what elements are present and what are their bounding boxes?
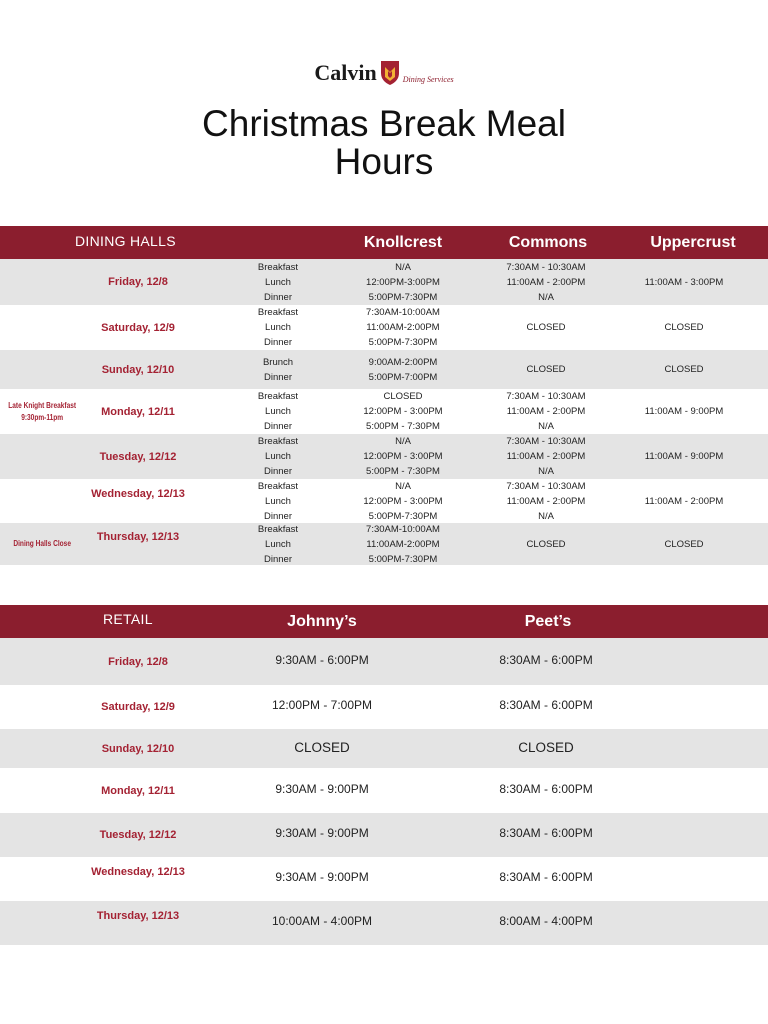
- meal-labels-line: Dinner: [264, 421, 292, 432]
- retail-header: [0, 605, 768, 638]
- dining-row: [0, 523, 768, 565]
- commons-hours-line: 7:30AM - 10:30AM: [506, 262, 586, 273]
- commons-hours-line: 11:00AM - 2:00PM: [506, 277, 586, 288]
- meal-labels: [240, 479, 316, 524]
- uppercrust-hours: [626, 537, 742, 552]
- meal-labels: [240, 522, 316, 567]
- col-johnnys: Johnny’s: [287, 613, 357, 630]
- meal-labels-line: Lunch: [265, 539, 291, 550]
- knollcrest-hours-line: 12:00PM - 3:00PM: [363, 451, 443, 462]
- day-label: Friday, 12/8: [108, 276, 168, 288]
- uppercrust-hours: [626, 275, 742, 290]
- day-label: Sunday, 12/10: [101, 364, 175, 376]
- commons-hours-line: 11:00AM - 2:00PM: [506, 496, 586, 507]
- knollcrest-hours-line: 5:00PM-7:30PM: [368, 292, 438, 303]
- dining-row: [0, 350, 768, 389]
- meal-labels-line: Dinner: [264, 372, 292, 383]
- day-label: Thursday, 12/13: [96, 910, 180, 922]
- knollcrest-hours: [340, 479, 466, 524]
- knollcrest-hours-line: CLOSED: [383, 391, 423, 402]
- uppercrust-hours: [626, 362, 742, 377]
- knollcrest-hours-line: N/A: [395, 436, 411, 447]
- retail-row: [0, 813, 768, 857]
- page-title: [0, 105, 768, 181]
- johnnys-hours: 12:00PM - 7:00PM: [271, 698, 373, 712]
- retail-row: [0, 768, 768, 813]
- day-note: Dining Halls Close: [13, 539, 71, 548]
- meal-labels-line: Breakfast: [257, 391, 299, 402]
- day-label: Tuesday, 12/12: [99, 451, 177, 463]
- dining-row: [0, 479, 768, 523]
- knollcrest-hours-line: 12:00PM-3:00PM: [366, 277, 440, 288]
- meal-labels-line: Lunch: [265, 496, 291, 507]
- peets-hours: 8:30AM - 6:00PM: [499, 870, 593, 884]
- knollcrest-hours-line: 11:00AM-2:00PM: [366, 322, 440, 333]
- day-label: Wednesday, 12/13: [91, 488, 185, 500]
- page-title-line2: Hours: [334, 141, 434, 182]
- day-label: Friday, 12/8: [108, 656, 168, 668]
- uppercrust-hours-line: CLOSED: [664, 539, 704, 550]
- page-title-line1: Christmas Break Meal: [202, 103, 566, 144]
- commons-hours: [485, 362, 607, 377]
- meal-labels-line: Lunch: [265, 406, 291, 417]
- commons-hours-line: 7:30AM - 10:30AM: [506, 391, 586, 402]
- retail-row: [0, 729, 768, 768]
- commons-hours-line: CLOSED: [526, 539, 566, 550]
- uppercrust-hours: [626, 404, 742, 419]
- knollcrest-hours-line: 9:00AM-2:00PM: [368, 357, 438, 368]
- meal-labels-line: Breakfast: [257, 436, 299, 447]
- knollcrest-hours: [340, 522, 466, 567]
- knollcrest-hours-line: 7:30AM-10:00AM: [366, 307, 440, 318]
- uppercrust-hours: [626, 320, 742, 335]
- knollcrest-hours: [340, 434, 466, 479]
- commons-hours-line: N/A: [538, 511, 554, 522]
- meal-labels-line: Dinner: [264, 337, 292, 348]
- dining-row: [0, 434, 768, 479]
- meal-labels-line: Dinner: [264, 511, 292, 522]
- meal-labels: [240, 305, 316, 350]
- dining-row: [0, 259, 768, 305]
- uppercrust-hours-line: 11:00AM - 9:00PM: [644, 406, 724, 417]
- retail-section-label: RETAIL: [103, 611, 153, 627]
- logo-wordmark: Calvin: [314, 60, 377, 85]
- knollcrest-hours: [340, 305, 466, 350]
- uppercrust-hours: [626, 449, 742, 464]
- day-label: Wednesday, 12/13: [91, 866, 185, 878]
- uppercrust-hours-line: 11:00AM - 2:00PM: [644, 496, 724, 507]
- knollcrest-hours-line: 5:00PM-7:30PM: [368, 554, 438, 565]
- knollcrest-hours-line: N/A: [395, 481, 411, 492]
- peets-hours: 8:30AM - 6:00PM: [499, 826, 593, 840]
- uppercrust-hours-line: 11:00AM - 9:00PM: [644, 451, 724, 462]
- dining-halls-section-label: DINING HALLS: [75, 233, 176, 249]
- peets-hours: 8:00AM - 4:00PM: [499, 914, 593, 928]
- day-note: Late Knight Breakfast 9:30pm-11pm: [8, 401, 77, 422]
- knollcrest-hours-line: 5:00PM-7:30PM: [368, 511, 438, 522]
- meal-labels-line: Lunch: [265, 277, 291, 288]
- col-peets: Peet’s: [524, 613, 572, 630]
- commons-hours-line: N/A: [538, 466, 554, 477]
- day-label: Saturday, 12/9: [101, 701, 175, 713]
- retail-row: [0, 685, 768, 729]
- meal-labels-line: Dinner: [264, 554, 292, 565]
- knollcrest-hours: [340, 355, 466, 385]
- meal-labels: [240, 434, 316, 479]
- peets-hours: CLOSED: [518, 740, 574, 755]
- knollcrest-hours: [340, 260, 466, 305]
- retail-row: [0, 901, 768, 945]
- knollcrest-hours-line: 11:00AM-2:00PM: [366, 539, 440, 550]
- dining-row: [0, 305, 768, 350]
- commons-hours-line: 11:00AM - 2:00PM: [506, 451, 586, 462]
- day-label: Tuesday, 12/12: [99, 829, 177, 841]
- knollcrest-hours-line: N/A: [395, 262, 411, 273]
- knollcrest-hours-line: 5:00PM-7:30PM: [368, 337, 438, 348]
- commons-hours-line: 11:00AM - 2:00PM: [506, 406, 586, 417]
- dining-halls-header: [0, 226, 768, 259]
- commons-hours-line: 7:30AM - 10:30AM: [506, 481, 586, 492]
- knollcrest-hours: [340, 389, 466, 434]
- day-label: Monday, 12/11: [101, 406, 175, 418]
- commons-hours: [485, 389, 607, 434]
- johnnys-hours: 9:30AM - 9:00PM: [275, 870, 369, 884]
- meal-labels: [240, 260, 316, 305]
- meal-labels-line: Dinner: [264, 292, 292, 303]
- johnnys-hours: 9:30AM - 9:00PM: [275, 782, 369, 796]
- day-label: Monday, 12/11: [101, 785, 175, 797]
- meal-labels: [240, 389, 316, 434]
- commons-hours: [485, 260, 607, 305]
- commons-hours: [485, 434, 607, 479]
- uppercrust-hours-line: CLOSED: [664, 322, 704, 333]
- meal-labels-line: Breakfast: [257, 481, 299, 492]
- commons-hours: [485, 479, 607, 524]
- logo-subtitle: Dining Services: [402, 74, 454, 84]
- retail-row: [0, 638, 768, 685]
- meal-labels: [240, 355, 316, 385]
- meal-labels-line: Breakfast: [257, 262, 299, 273]
- commons-hours-line: 7:30AM - 10:30AM: [506, 436, 586, 447]
- knollcrest-hours-line: 7:30AM-10:00AM: [366, 524, 440, 535]
- meal-labels-line: Lunch: [265, 322, 291, 333]
- shield-icon: [380, 60, 400, 86]
- johnnys-hours: CLOSED: [294, 740, 350, 755]
- commons-hours-line: CLOSED: [526, 364, 566, 375]
- col-uppercrust: Uppercrust: [650, 234, 736, 251]
- uppercrust-hours-line: CLOSED: [664, 364, 704, 375]
- meal-labels-line: Brunch: [262, 357, 294, 368]
- commons-hours-line: N/A: [538, 421, 554, 432]
- knollcrest-hours-line: 12:00PM - 3:00PM: [363, 406, 443, 417]
- meal-labels-line: Breakfast: [257, 524, 299, 535]
- peets-hours: 8:30AM - 6:00PM: [499, 782, 593, 796]
- commons-hours: [485, 320, 607, 335]
- uppercrust-hours-line: 11:00AM - 3:00PM: [644, 277, 724, 288]
- col-knollcrest: Knollcrest: [363, 234, 443, 251]
- day-label: Thursday, 12/13: [96, 531, 180, 543]
- meal-labels-line: Dinner: [264, 466, 292, 477]
- uppercrust-hours: [626, 494, 742, 509]
- meal-labels-line: Lunch: [265, 451, 291, 462]
- commons-hours: [485, 537, 607, 552]
- knollcrest-hours-line: 5:00PM-7:00PM: [368, 372, 438, 383]
- dining-row: [0, 389, 768, 434]
- peets-hours: 8:30AM - 6:00PM: [499, 653, 593, 667]
- retail-row: [0, 857, 768, 901]
- day-label: Sunday, 12/10: [101, 743, 175, 755]
- meal-labels-line: Breakfast: [257, 307, 299, 318]
- johnnys-hours: 9:30AM - 6:00PM: [275, 653, 369, 667]
- commons-hours-line: CLOSED: [526, 322, 566, 333]
- knollcrest-hours-line: 5:00PM - 7:30PM: [366, 466, 440, 477]
- knollcrest-hours-line: 12:00PM - 3:00PM: [363, 496, 443, 507]
- knollcrest-hours-line: 5:00PM - 7:30PM: [366, 421, 440, 432]
- commons-hours-line: N/A: [538, 292, 554, 303]
- col-commons: Commons: [508, 234, 588, 251]
- peets-hours: 8:30AM - 6:00PM: [499, 698, 593, 712]
- johnnys-hours: 10:00AM - 4:00PM: [271, 914, 373, 928]
- johnnys-hours: 9:30AM - 9:00PM: [275, 826, 369, 840]
- day-label: Saturday, 12/9: [101, 322, 175, 334]
- calvin-logo: [0, 60, 768, 86]
